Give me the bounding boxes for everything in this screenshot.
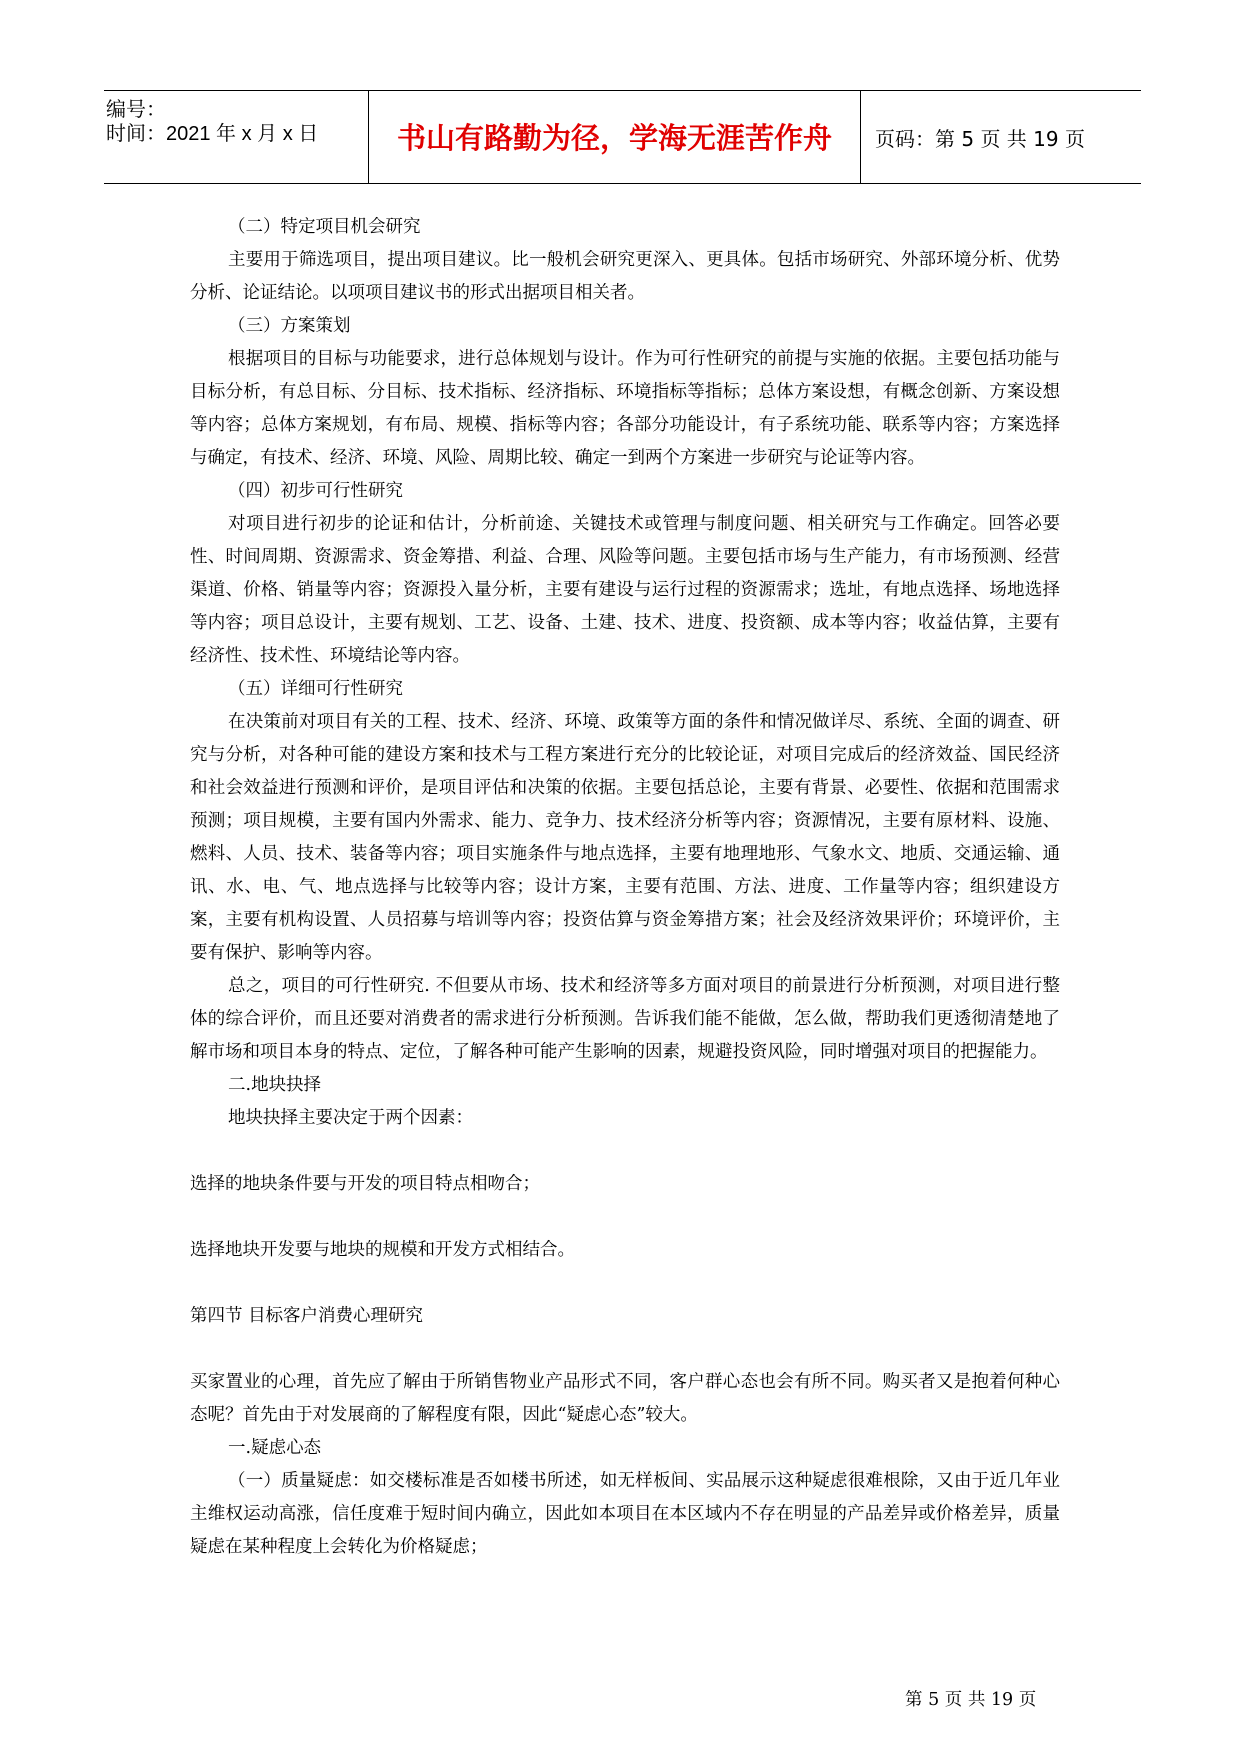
document-body	[190, 211, 1060, 1564]
paragraph: 根据项目的目标与功能要求，进行总体规划与设计。作为可行性研究的前提与实施的依据。主要包括功能与目标分析，有总目标、分目标、技术指标、经济指标、环境指标等指标；总体方案设想，有概念创新、方案设想等内容；总体方案规划，有布局、规模、指标等内容；各部分功能设计，有子系统功能、联系等内容；方案选择与确定，有技术、经济、环境、风险、周期比较、确定一到两个方案进一步研究与论证等内容。	[190, 349, 1060, 468]
header-right-cell	[861, 91, 1141, 183]
section-heading-4: （四）初步可行性研究	[228, 481, 403, 501]
section-heading-5: （五）详细可行性研究	[228, 679, 403, 699]
section-heading-doubt: 一.疑虑心态	[228, 1438, 322, 1458]
page-code: 页码：第 5 页 共 19 页	[875, 127, 1085, 151]
page-header	[104, 90, 1141, 184]
paragraph: （一）质量疑虑：如交楼标准是否如楼书所述，如无样板间、实品展示这种疑虑很难根除，又由于近几年业主维权运动高涨，信任度难于短时间内确立，因此如本项目在本区域内不存在明显的产品差异或价格差异，质量疑虑在某种程度上会转化为价格疑虑；	[190, 1471, 1060, 1557]
time-label: 时间：2021 年 x 月 x 日	[106, 123, 319, 145]
paragraph: 对项目进行初步的论证和估计，分析前途、关键技术或管理与制度问题、相关研究与工作确定。回答必要性、时间周期、资源需求、资金筹措、利益、合理、风险等问题。主要包括市场与生产能力，有市场预测、经营渠道、价格、销量等内容；资源投入量分析，主要有建设与运行过程的资源需求；选址，有地点选择、场地选择等内容；项目总设计，主要有规划、工艺、设备、土建、技术、进度、投资额、成本等内容；收益估算，主要有经济性、技术性、环境结论等内容。	[190, 514, 1060, 666]
header-motto-cell	[369, 91, 861, 183]
section-heading-land: 二.地块抉择	[228, 1075, 322, 1095]
list-item: 选择地块开发要与地块的规模和开发方式相结合。	[190, 1240, 575, 1260]
section-heading-2: （二）特定项目机会研究	[228, 217, 421, 237]
list-item: 选择的地块条件要与开发的项目特点相吻合；	[190, 1174, 540, 1194]
paragraph: 买家置业的心理，首先应了解由于所销售物业产品形式不同，客户群心态也会有所不同。购买者又是抱着何种心态呢？首先由于对发展商的了解程度有限，因此“疑虑心态”较大。	[190, 1372, 1060, 1425]
chapter-heading: 第四节 目标客户消费心理研究	[190, 1306, 424, 1326]
page-footer: 第 5 页 共 19 页	[905, 1690, 1037, 1710]
motto-text: 书山有路勤为径，学海无涯苦作舟	[396, 121, 832, 155]
paragraph: 地块抉择主要决定于两个因素：	[228, 1108, 473, 1128]
section-heading-3: （三）方案策划	[228, 316, 351, 336]
paragraph: 总之，项目的可行性研究. 不但要从市场、技术和经济等多方面对项目的前景进行分析预测，对项目进行整体的综合评价，而且还要对消费者的需求进行分析预测。告诉我们能不能做，怎么做，帮助我们更透彻清楚地了解市场和项目本身的特点、定位，了解各种可能产生影响的因素，规避投资风险，同时增强对项目的把握能力。	[190, 976, 1060, 1062]
paragraph: 主要用于筛选项目，提出项目建议。比一般机会研究更深入、更具体。包括市场研究、外部环境分析、优势分析、论证结论。以项项目建议书的形式出据项目相关者。	[190, 250, 1060, 303]
header-left-cell	[104, 91, 369, 183]
paragraph: 在决策前对项目有关的工程、技术、经济、环境、政策等方面的条件和情况做详尽、系统、全面的调查、研究与分析，对各种可能的建设方案和技术与工程方案进行充分的比较论证，对项目完成后的经济效益、国民经济和社会效益进行预测和评价，是项目评估和决策的依据。主要包括总论，主要有背景、必要性、依据和范围需求预测；项目规模，主要有国内外需求、能力、竞争力、技术经济分析等内容；资源情况，主要有原材料、设施、燃料、人员、技术、装备等内容；项目实施条件与地点选择，主要有地理地形、气象水文、地质、交通运输、通讯、水、电、气、地点选择与比较等内容；设计方案，主要有范围、方法、进度、工作量等内容；组织建设方案，主要有机构设置、人员招募与培训等内容；投资估算与资金筹措方案；社会及经济效果评价；环境评价，主要有保护、影响等内容。	[190, 712, 1060, 963]
number-label: 编号：	[106, 99, 166, 121]
